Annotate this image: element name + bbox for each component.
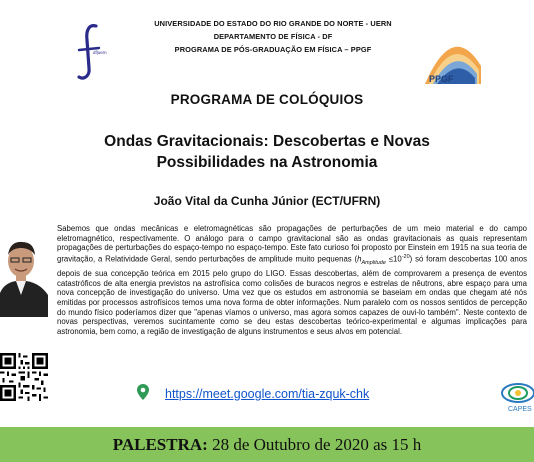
amplitude-exponent: -20 — [401, 254, 410, 261]
abstract-part-2: ) só foram descobertas 100 anos depois de sua concepção teórica em 2015 pelo grupo do LIGO. Essas descobertas, além de comprovarem a presença de eventos catastróficos de alta energia previstos na astrofísica como colisões de buracos negros e estrelas de nêutrons, abre espaço para uma nova concepção de investigação do universo. Uma vez que os estudos em astronomia se baseiam em ondas que chegam até nós emitidas por processos astrofísicos temos uma nova forma de obter informações. Num paralelo com os nossos sentidos de percepção do mundo físico poderíamos dizer que "apenas víamos o universo, mas agora somos capazes de ouvi-lo também". Neste contexto de novas perspectivas, veremos sucintamente como se deu estas descobertas teórico-experimental e algumas implicações para astronomia, bem como, a região de investigação de alguns instrumentos e seus alvos em potencial. — [57, 254, 527, 337]
talk-title-line-1: Ondas Gravitacionais: Descobertas e Novas — [104, 133, 430, 150]
event-label: PALESTRA: — [112, 435, 208, 454]
abstract-text — [57, 224, 527, 337]
talk-title-line-2: Possibilidades na Astronomia — [156, 154, 378, 171]
amplitude-subscript: Amplitude — [361, 260, 386, 267]
institution-header — [118, 17, 428, 56]
department-logo — [66, 22, 114, 82]
speaker-name: João Vital da Cunha Júnior (ECT/UFRN) — [153, 194, 381, 208]
event-datetime — [0, 435, 534, 455]
location-pin-icon — [137, 384, 149, 400]
department-name: DEPARTAMENTO DE FÍSICA - DF — [213, 32, 333, 41]
amplitude-symbol: h — [357, 254, 362, 264]
ppgf-logo-text: PPGF — [429, 74, 454, 84]
svg-text:df|uern: df|uern — [93, 50, 107, 55]
capes-logo-text: CAPES — [508, 406, 532, 413]
program-name: PROGRAMA DE PÓS-GRADUAÇÃO EM FÍSICA – PPGF — [174, 45, 372, 54]
program-title: PROGRAMA DE COLÓQUIOS — [170, 92, 364, 107]
university-name: UNIVERSIDADE DO ESTADO DO RIO GRANDE DO NORTE - UERN — [154, 19, 392, 28]
speaker-photo — [0, 237, 48, 317]
event-footer — [0, 427, 534, 462]
amplitude-relation: ≤10 — [385, 254, 402, 264]
top-border — [0, 0, 534, 5]
abstract-part-1: Sabemos que ondas mecânicas e eletromagnéticas são propagações de perturbações de um meio material e do campo eletromagnético, respectivamente. O análogo para o campo gravitacional são as ondas gravitacionais as quais representam propagações de perturbações do espaço-tempo no espaço-tempo. Este fato curioso foi proposto por Einstein em 1915 na sua teoria de gravitação, a Relatividade Geral, sendo perturbações de amplitude muito pequenas ( — [57, 224, 527, 264]
ppgf-logo — [423, 26, 483, 88]
capes-logo — [494, 375, 534, 415]
talk-title — [100, 131, 434, 173]
qr-code[interactable] — [0, 353, 48, 401]
event-date: 28 de Outubro de 2020 as 15 h — [207, 435, 422, 454]
meet-link[interactable]: https://meet.google.com/tia-zquk-chk — [165, 387, 370, 401]
